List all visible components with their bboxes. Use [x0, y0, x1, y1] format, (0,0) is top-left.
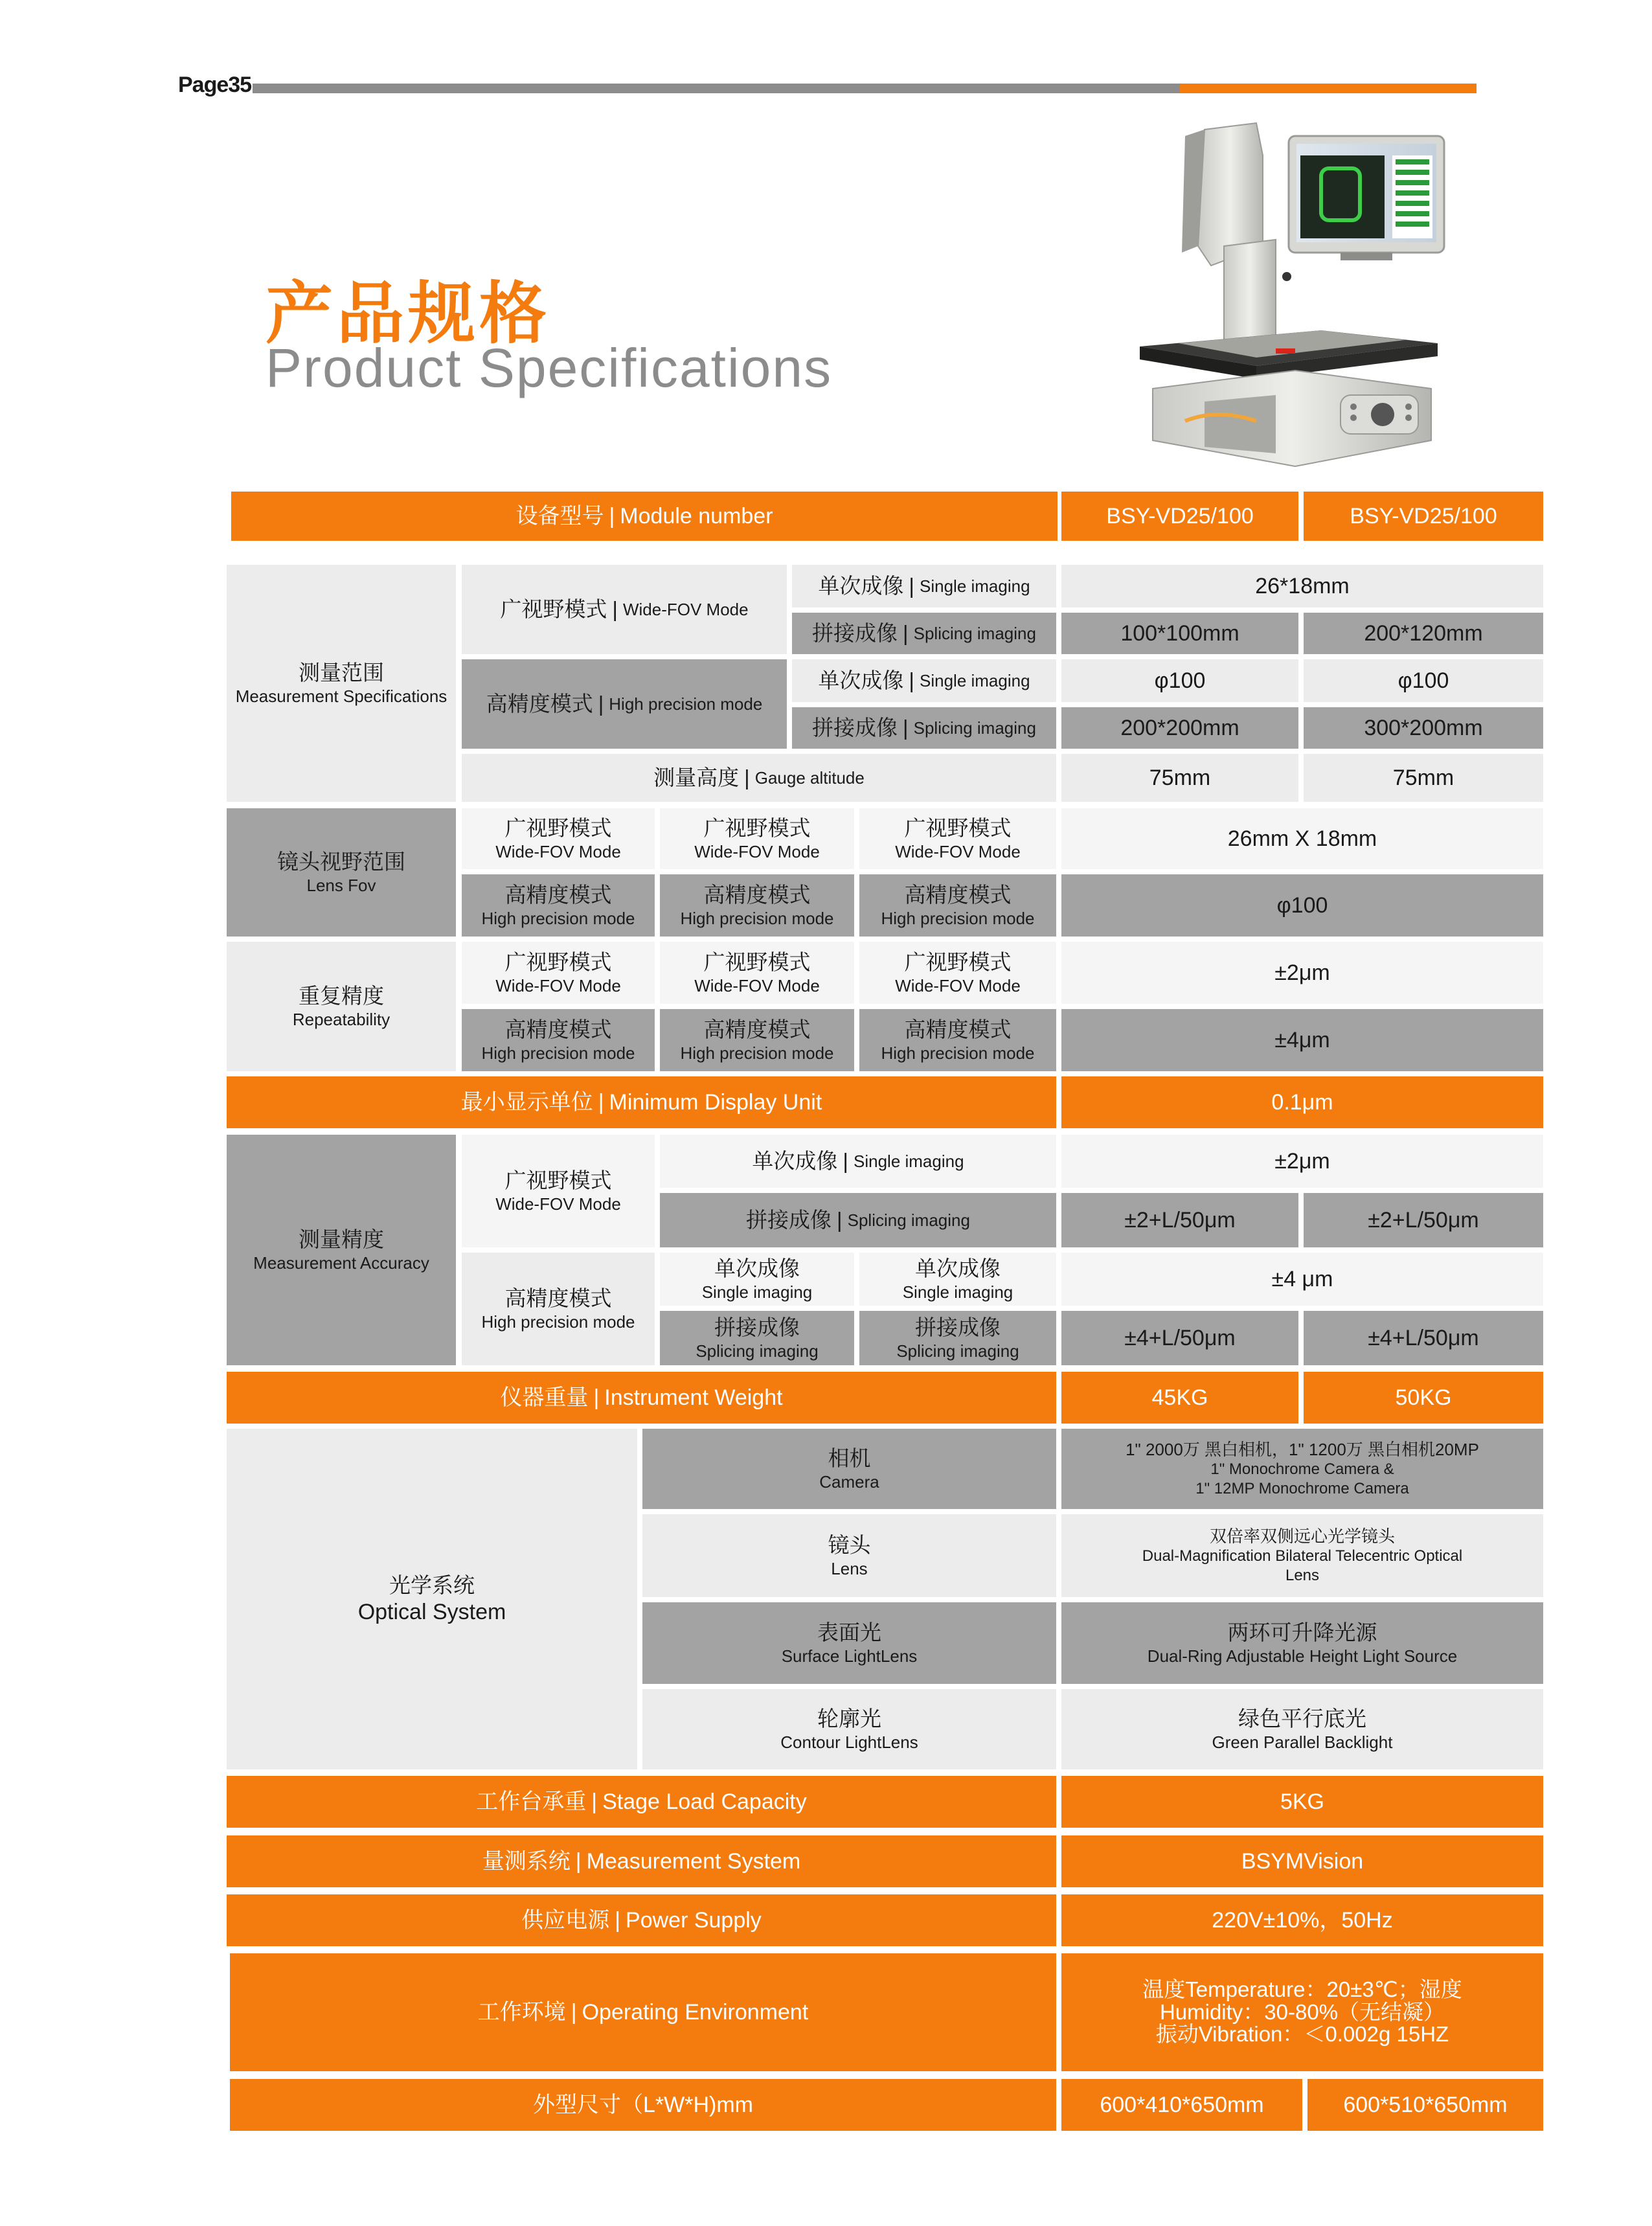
- meas-system-label: 量测系统 | Measurement System: [227, 1835, 1056, 1887]
- repeatability-label: 重复精度 Repeatability: [227, 942, 456, 1071]
- optical-contour-light-value: 绿色平行底光 Green Parallel Backlight: [1061, 1689, 1543, 1769]
- acc-high-splice-1: 拼接成像 Splicing imaging: [660, 1311, 854, 1365]
- optical-surface-light-value: 两环可升降光源 Dual-Ring Adjustable Height Light Source: [1061, 1602, 1543, 1684]
- min-display-value: 0.1μm: [1061, 1076, 1543, 1128]
- optical-camera: 相机 Camera: [642, 1429, 1056, 1509]
- mr-wide-splice-value-2: 200*120mm: [1304, 613, 1543, 654]
- stage-load-value: 5KG: [1061, 1776, 1543, 1828]
- acc-high-splice-value-2: ±4+L/50μm: [1304, 1311, 1543, 1365]
- power-supply-value: 220V±10%，50Hz: [1061, 1894, 1543, 1946]
- optical-lens: 镜头 Lens: [642, 1514, 1056, 1597]
- mr-high-single: 单次成像 | Single imaging: [792, 659, 1056, 702]
- acc-wide-splice-value-2: ±2+L/50μm: [1304, 1193, 1543, 1247]
- mr-high-mode: 高精度模式 | High precision mode: [462, 659, 787, 749]
- lens-fov-high-1: 高精度模式 High precision mode: [462, 874, 655, 937]
- mr-high-single-value-2: φ100: [1304, 659, 1543, 702]
- environment-value: 温度Temperature：20±3℃；湿度 Humidity：30-80%（无结凝） 振动Vibration：＜0.002g 15HZ: [1061, 1953, 1543, 2071]
- weight-label: 仪器重量 | Instrument Weight: [227, 1372, 1056, 1424]
- mr-high-splice-value-2: 300*200mm: [1304, 707, 1543, 749]
- rep-wide-2: 广视野模式 Wide-FOV Mode: [660, 942, 854, 1004]
- power-supply-label: 供应电源 | Power Supply: [227, 1894, 1056, 1946]
- mr-wide-splice-value-1: 100*100mm: [1061, 613, 1298, 654]
- model-name-2: BSY-VD25/100: [1304, 492, 1543, 541]
- acc-high-mode: 高精度模式 High precision mode: [462, 1253, 655, 1365]
- lens-fov-high-value: φ100: [1061, 874, 1543, 937]
- lens-fov-label: 镜头视野范围 Lens Fov: [227, 808, 456, 937]
- mr-gauge-value-1: 75mm: [1061, 754, 1298, 802]
- title-english: Product Specifications: [266, 337, 833, 398]
- acc-high-splice-value-1: ±4+L/50μm: [1061, 1311, 1298, 1365]
- acc-wide-splice: 拼接成像 | Splicing imaging: [660, 1193, 1056, 1247]
- acc-high-single-1: 单次成像 Single imaging: [660, 1253, 854, 1306]
- dimensions-label: 外型尺寸（L*W*H)mm: [230, 2079, 1056, 2131]
- mr-wide-single-value: 26*18mm: [1061, 565, 1543, 608]
- rep-wide-1: 广视野模式 Wide-FOV Mode: [462, 942, 655, 1004]
- rep-wide-value: ±2μm: [1061, 942, 1543, 1004]
- header-orange-bar: [1180, 84, 1477, 93]
- acc-high-splice-2: 拼接成像 Splicing imaging: [859, 1311, 1056, 1365]
- rep-high-1: 高精度模式 High precision mode: [462, 1009, 655, 1071]
- lens-fov-wide-2: 广视野模式 Wide-FOV Mode: [660, 808, 854, 869]
- mr-gauge-altitude: 测量高度 | Gauge altitude: [462, 754, 1056, 802]
- optical-lens-value: 双倍率双侧远心光学镜头 Dual-Magnification Bilateral Telecentric Optical Lens: [1061, 1514, 1543, 1597]
- rep-high-2: 高精度模式 High precision mode: [660, 1009, 854, 1071]
- acc-wide-mode: 广视野模式 Wide-FOV Mode: [462, 1135, 655, 1247]
- mr-wide-splice: 拼接成像 | Splicing imaging: [792, 613, 1056, 654]
- acc-high-single-value: ±4 μm: [1061, 1253, 1543, 1306]
- lens-fov-wide-1: 广视野模式 Wide-FOV Mode: [462, 808, 655, 869]
- rep-high-value: ±4μm: [1061, 1009, 1543, 1071]
- mr-high-single-value-1: φ100: [1061, 659, 1298, 702]
- rep-wide-3: 广视野模式 Wide-FOV Mode: [859, 942, 1056, 1004]
- page-number: Page35: [178, 73, 252, 97]
- mr-high-splice-value-1: 200*200mm: [1061, 707, 1298, 749]
- lens-fov-wide-3: 广视野模式 Wide-FOV Mode: [859, 808, 1056, 869]
- acc-wide-single: 单次成像 | Single imaging: [660, 1135, 1056, 1188]
- lens-fov-high-3: 高精度模式 High precision mode: [859, 874, 1056, 937]
- mr-wide-mode: 广视野模式 | Wide-FOV Mode: [462, 565, 787, 654]
- lens-fov-high-2: 高精度模式 High precision mode: [660, 874, 854, 937]
- acc-high-single-2: 单次成像 Single imaging: [859, 1253, 1056, 1306]
- dimensions-value-2: 600*510*650mm: [1307, 2079, 1543, 2131]
- meas-system-value: BSYMVision: [1061, 1835, 1543, 1887]
- acc-wide-splice-value-1: ±2+L/50μm: [1061, 1193, 1298, 1247]
- stage-load-label: 工作台承重 | Stage Load Capacity: [227, 1776, 1056, 1828]
- mr-high-splice: 拼接成像 | Splicing imaging: [792, 707, 1056, 749]
- product-machine-image: [1127, 117, 1464, 492]
- title-chinese: 产品规格: [266, 277, 551, 352]
- weight-value-1: 45KG: [1061, 1372, 1298, 1424]
- acc-wide-single-value: ±2μm: [1061, 1135, 1543, 1188]
- mr-gauge-value-2: 75mm: [1304, 754, 1543, 802]
- rep-high-3: 高精度模式 High precision mode: [859, 1009, 1056, 1071]
- optical-contour-light: 轮廓光 Contour LightLens: [642, 1689, 1056, 1769]
- lens-fov-wide-value: 26mm X 18mm: [1061, 808, 1543, 869]
- optical-surface-light: 表面光 Surface LightLens: [642, 1602, 1056, 1684]
- dimensions-value-1: 600*410*650mm: [1061, 2079, 1302, 2131]
- header-gray-bar: [253, 84, 1180, 93]
- module-number-label: 设备型号 | Module number: [231, 492, 1058, 541]
- measurement-range-label: 测量范围 Measurement Specifications: [227, 565, 456, 802]
- optical-camera-value: 1" 2000万 黑白相机，1" 1200万 黑白相机20MP 1" Monochrome Camera & 1" 12MP Monochrome Camera: [1061, 1429, 1543, 1509]
- weight-value-2: 50KG: [1304, 1372, 1543, 1424]
- optical-system-label: 光学系统 Optical System: [227, 1429, 637, 1769]
- mr-wide-single: 单次成像 | Single imaging: [792, 565, 1056, 608]
- model-name-1: BSY-VD25/100: [1061, 492, 1298, 541]
- accuracy-label: 测量精度 Measurement Accuracy: [227, 1135, 456, 1365]
- min-display-label: 最小显示单位 | Minimum Display Unit: [227, 1076, 1056, 1128]
- environment-label: 工作环境 | Operating Environment: [230, 1953, 1056, 2071]
